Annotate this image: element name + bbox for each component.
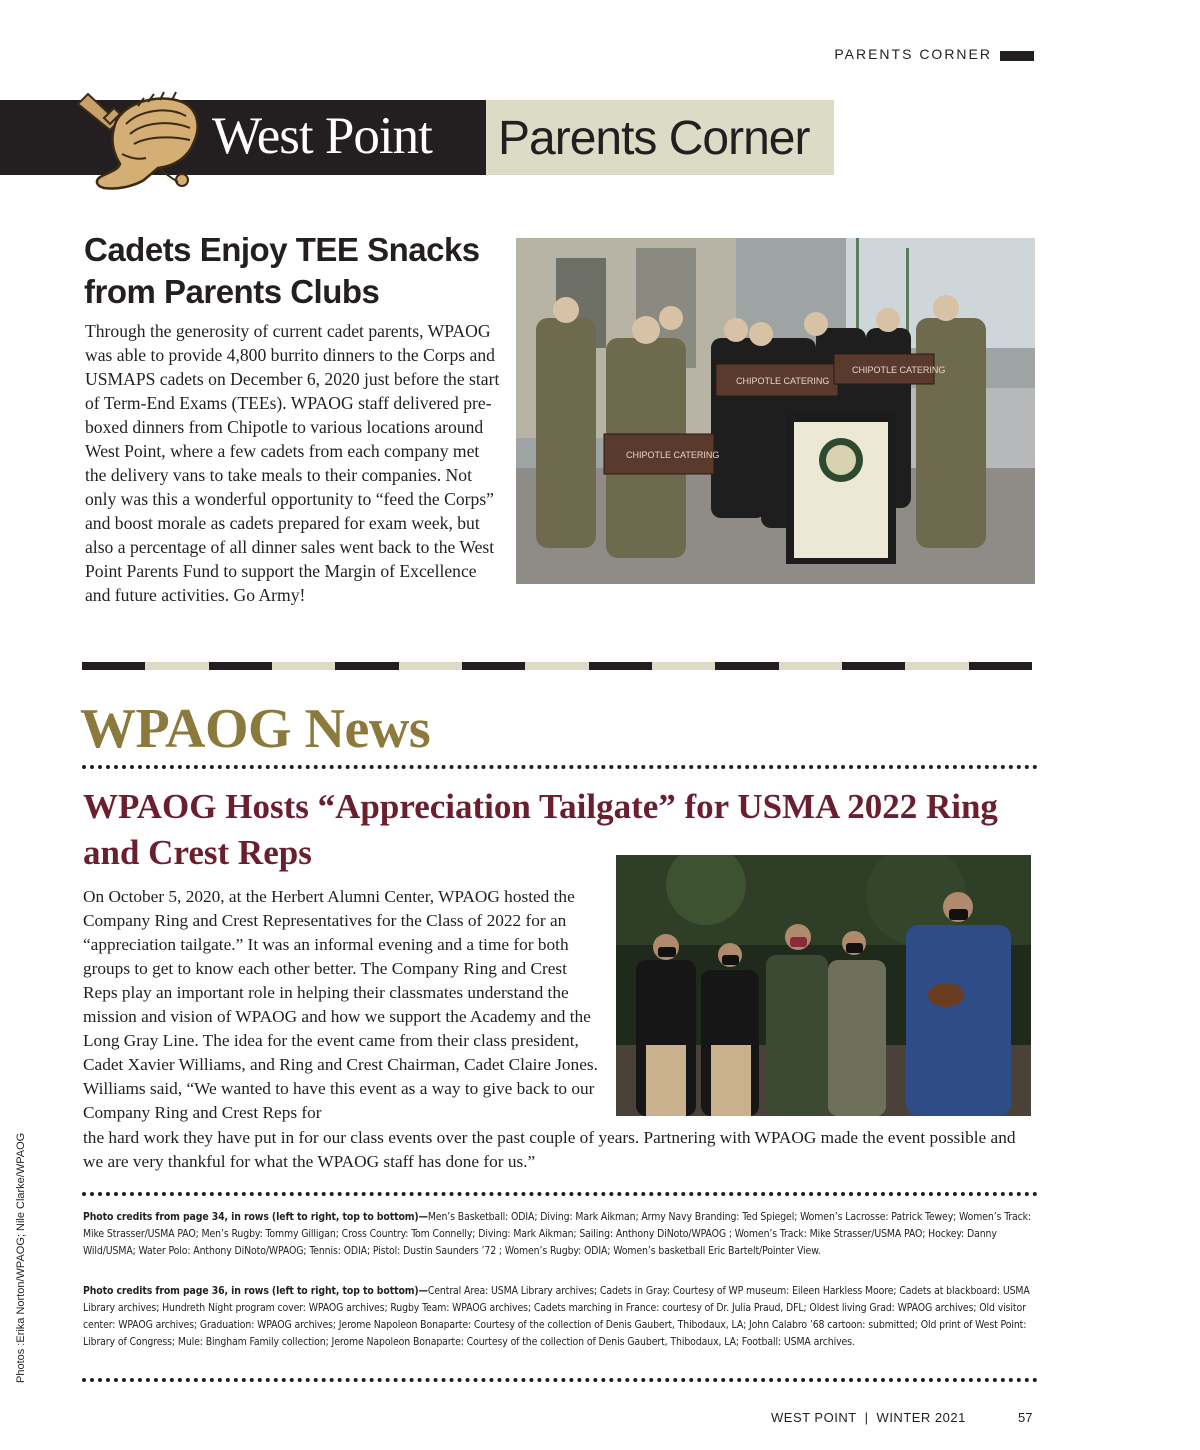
svg-text:CHIPOTLE CATERING: CHIPOTLE CATERING (736, 376, 830, 386)
photo-credits-page36 (83, 1283, 1033, 1351)
tailgate-group-photo (616, 855, 1031, 1116)
svg-text:CHIPOTLE CATERING: CHIPOTLE CATERING (626, 450, 720, 460)
masthead-title: West Point (212, 107, 432, 165)
helmet-logo-icon (74, 88, 206, 196)
article1-heading: Cadets Enjoy TEE Snacks from Parents Clubs (84, 231, 480, 310)
section-label: PARENTS CORNER (834, 46, 992, 62)
side-photo-credit: Photos :Erika Norton/WPAOG; Nile Clarke/WPAOG (15, 1132, 27, 1383)
article2-body-part2: the hard work they have put in for our class events over the past couple of years. Partnering with WPAOG made the event possible and we are very thankful for what the WPAOG staff has done for us.” (83, 1128, 1016, 1171)
svg-text:CHIPOTLE CATERING: CHIPOTLE CATERING (852, 365, 946, 375)
footer (771, 1410, 966, 1425)
section-divider (82, 662, 1032, 670)
dotted-rule-top (82, 765, 1038, 769)
cadets-chipotle-photo (516, 238, 1035, 584)
dotted-rule-middle (82, 1192, 1038, 1196)
footer-issue: WINTER 2021 (876, 1410, 966, 1425)
photo-credits-page34 (83, 1209, 1033, 1260)
news-section-title: WPAOG News (80, 698, 431, 760)
credits-p36-label: Photo credits from page 36, in rows (left to right, top to bottom)— (83, 1285, 428, 1297)
footer-publication: WEST POINT (771, 1410, 857, 1425)
footer-separator: | (864, 1410, 869, 1425)
credits-p34-label: Photo credits from page 34, in rows (left to right, top to bottom)— (83, 1211, 428, 1223)
credits-p36-text: Central Area: USMA Library archives; Cadets in Gray: Courtesy of WP museum: Eileen Harkless Moore; Cadets at blackboard: USMA Library archives; Hundreth Night program cover: WPAOG archives; Rugby Team: WPAOG archives; Cadets marching in France: courtesy of Dr. Julia Praud, DFL; Oldest living Grad: WPAOG archives; Old visitor center: WPAOG archives; Graduation: WPAOG archives; Jerome Napoleon Bonaparte: Courtesy of the collection of Denis Gaubert, Thibodaux, LA; John Calabro ’68 cartoon: submitted; Old print of West Point: Library of Congress; Mule: Bingham Family collection; Jerome Napoleon Bonaparte: Courtesy of the collection of Denis Gaubert, Thibodaux, LA; Football: USMA archives. (83, 1285, 1030, 1348)
article1-body: Through the generosity of current cadet parents, WPAOG was able to provide 4,800 burrito dinners to the Corps and USMAPS cadets on December 6, 2020 just before the start of Term-End Exams (TEEs). WPAOG staff delivered pre-boxed dinners from Chipotle to various locations around West Point, where a few cadets from each company met the delivery vans to take meals to their companies. Not only was this a wonderful opportunity to “feed the Corps” and boost morale as cadets prepared for exam week, but also a percentage of all dinner sales went back to the West Point Parents Fund to support the Margin of Excellence and future activities. Go Army! (85, 321, 500, 605)
article2-body-part1: On October 5, 2020, at the Herbert Alumni Center, WPAOG hosted the Company Ring and Crest Representatives for the Class of 2022 for an “appreciation tailgate.” It was an informal evening and a time for both groups to get to know each other better. The Company Ring and Crest Reps play an important role in helping their classmates understand the mission and vision of WPAOG and how we support the Academy and the Long Gray Line. The idea for the event came from their class president, Cadet Xavier Williams, and Ring and Crest Chairman, Cadet Claire Jones. Williams said, “We wanted to have this event as a way to give back to our Company Ring and Crest Reps for (83, 887, 598, 1122)
credits-p34-text: Men’s Basketball: ODIA; Diving: Mark Aikman; Army Navy Branding: Ted Spiegel; Women’s Lacrosse: Patrick Tewey; Women’s Track: Mike Strasser/USMA PAO; Men’s Rugby: Tommy Gilligan; Cross Country: Tom Connelly; Diving: Mark Aikman; Sailing: Anthony DiNoto/WPAOG ; Women’s Track: Mike Strasser/USMA PAO; Hockey: Danny Wild/USMA; Water Polo: Anthony DiNoto/WPAOG; Tennis: ODIA; Pistol: Dustin Saunders ’72 ; Women’s Rugby: ODIA; Women’s basketball Eric Bartelt/Pointer View. (83, 1211, 1032, 1257)
masthead-subtitle: Parents Corner (498, 112, 810, 165)
section-label-bar (1000, 51, 1034, 61)
page-number: 57 (1018, 1410, 1033, 1425)
dotted-rule-bottom (82, 1378, 1038, 1382)
article2-heading: WPAOG Hosts “Appreciation Tailgate” for USMA 2022 Ring and Crest Reps (83, 787, 998, 872)
